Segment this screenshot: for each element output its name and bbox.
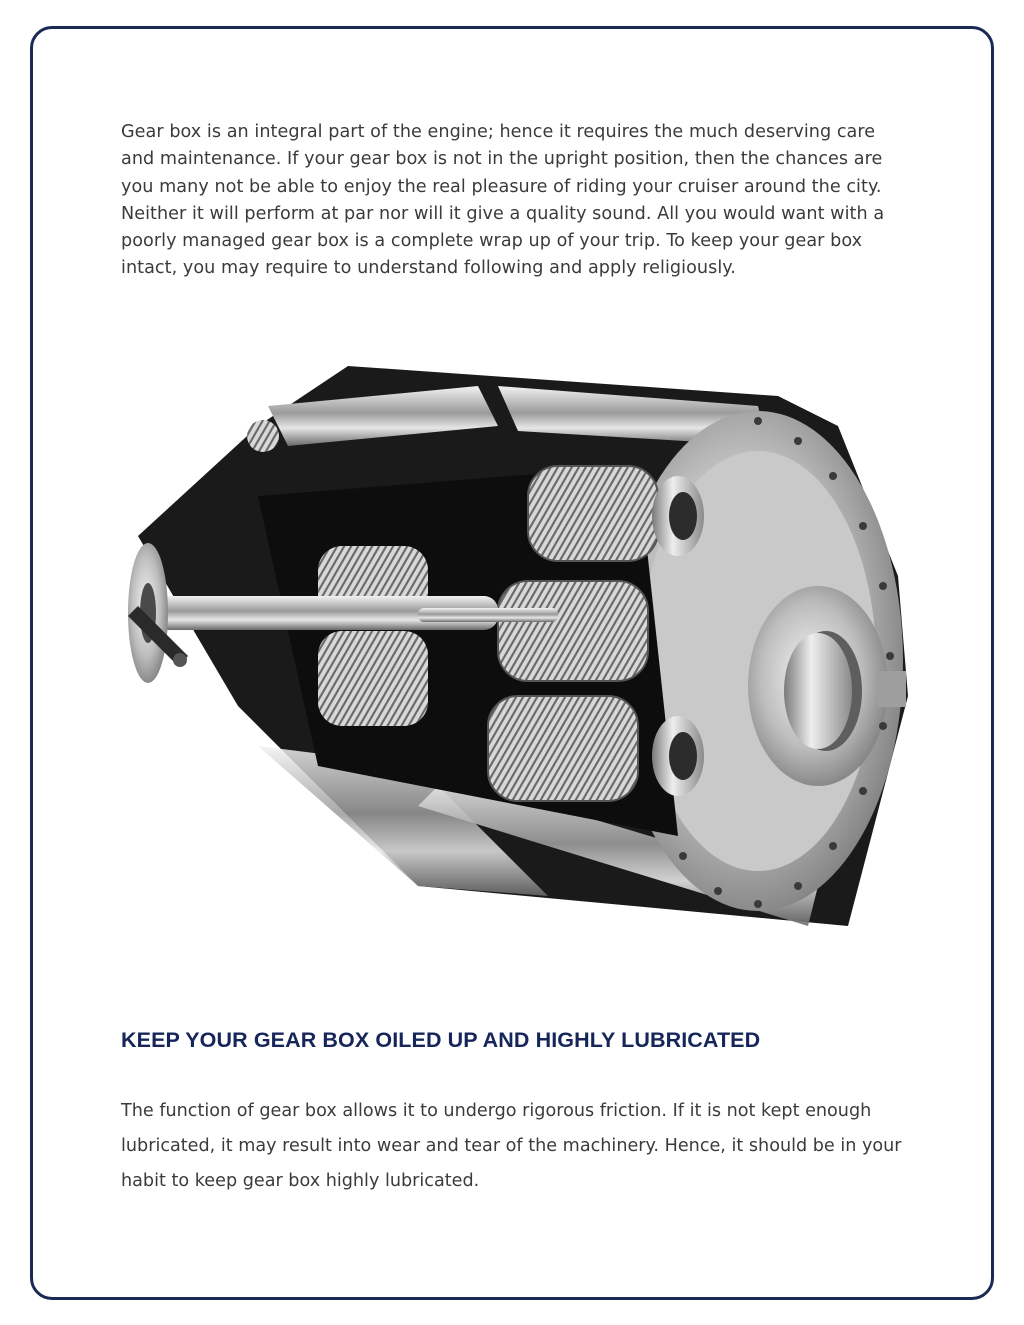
section-paragraph: The function of gear box allows it to undergo rigorous friction. If it is not kept enough lubricated, it may result into wear and tear of the machinery. Hence, it should be in your habit to keep gear box highly lubricated. (121, 1101, 902, 1191)
section-heading: KEEP YOUR GEAR BOX OILED UP AND HIGHLY LUBRICATED (121, 1028, 761, 1052)
gearbox-cutaway-illustration (118, 366, 908, 946)
intro-paragraph: Gear box is an integral part of the engine; hence it requires the much deserving care and maintenance. If your gear box is not in the upright position, then the chances are you many not be able to enjoy the real pleasure of riding your cruiser around the city. Neither it will perform at par nor will it give a quality sound. All you would want with a poorly managed gear box is a complete wrap up of your trip. To keep your gear box intact, you may require to understand following and apply religiously. (121, 122, 885, 279)
